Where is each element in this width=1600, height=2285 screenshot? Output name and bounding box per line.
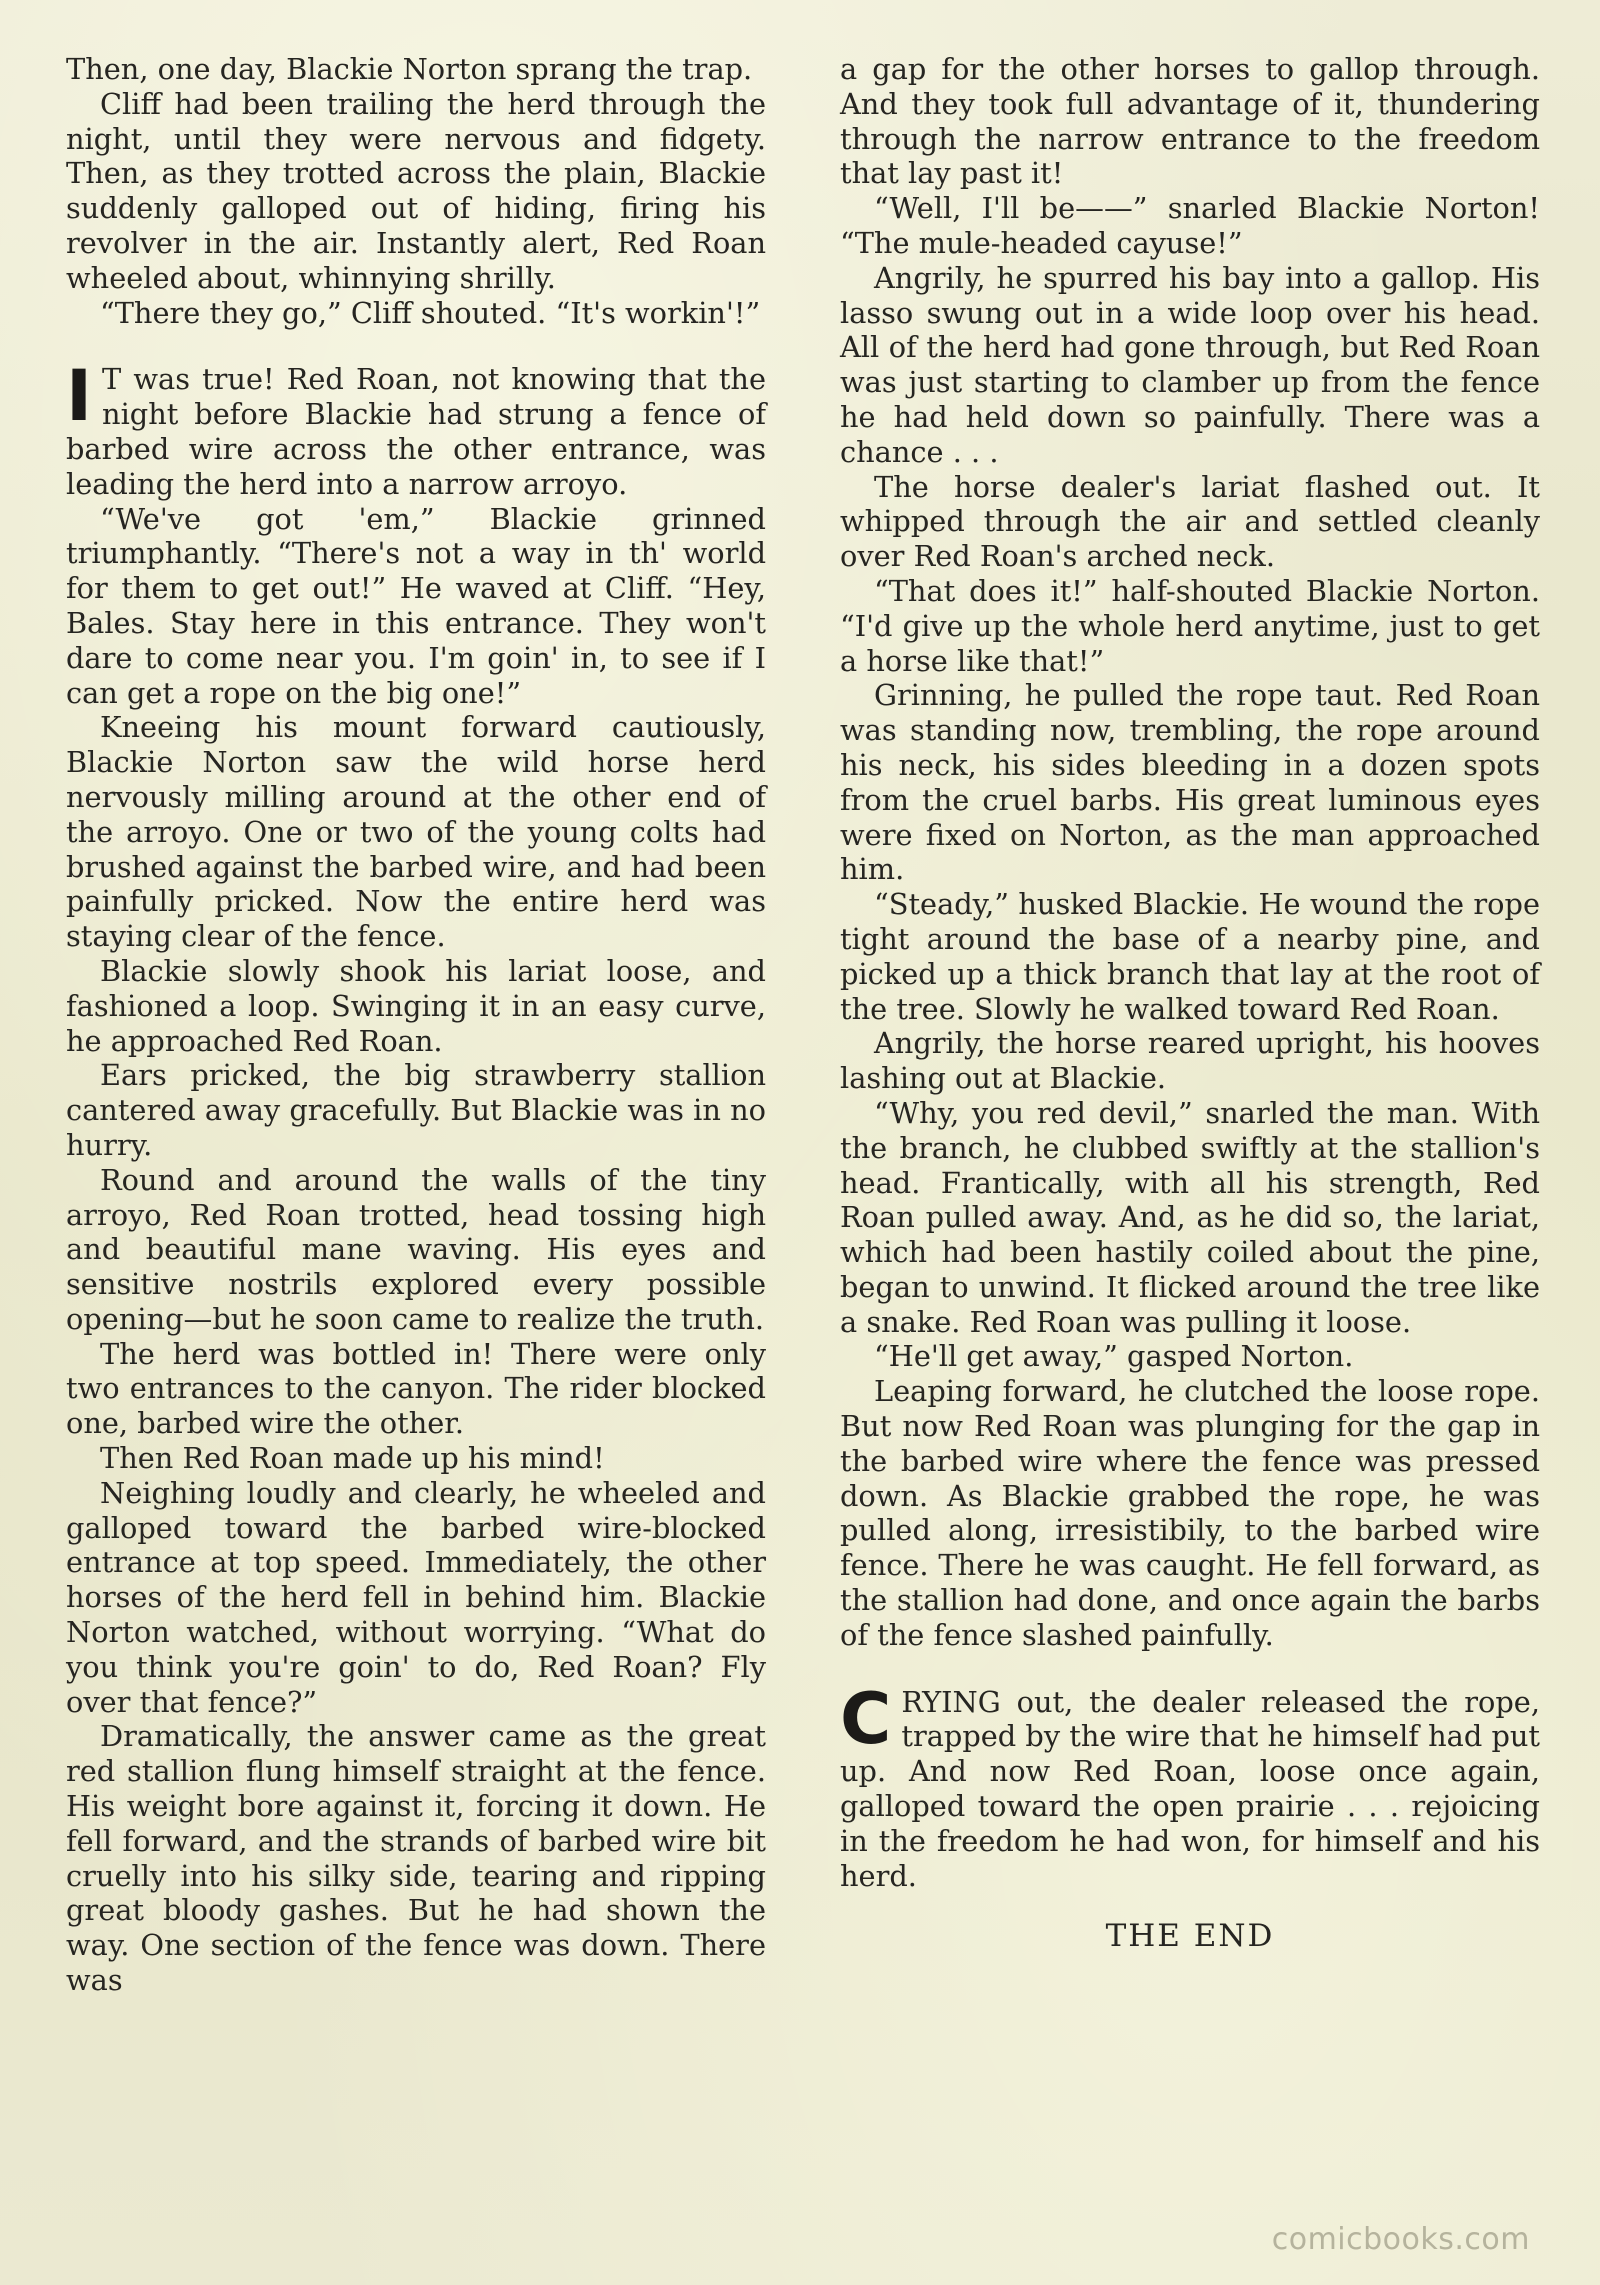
paragraph: “Well, I'll be——” snarled Blackie Norton! “The mule-headed cayuse!” [840, 191, 1540, 260]
paragraph: “Why, you red devil,” snarled the man. With the branch, he clubbed swiftly at the stallion's head. Frantically, with all his strength, Red Roan pulled away. And, as he did so, the lariat, which had been hastily coiled about the pine, began to unwind. It flicked around the tree like a snake. Red Roan was pulling it loose. [840, 1095, 1540, 1339]
the-end-label: THE END [1105, 1918, 1275, 1955]
paragraph: “We've got 'em,” Blackie grinned triumphantly. “There's not a way in th' world for them to get out!” He waved at Cliff. “Hey, Bales. Stay here in this entrance. They won't dare to come near you. I'm goin' in, to see if I can get a rope on the big one!” [66, 501, 766, 710]
paragraph: Dramatically, the answer came as the great red stallion flung himself straight at the fence. His weight bore against it, forcing it down. He fell forward, and the strands of barbed wire bit cruelly into his silky side, tearing and ripping great bloody gashes. But he had shown the way. One section of the fence was down. There was [66, 1719, 766, 1998]
dropcap-paragraph [840, 1677, 1540, 1894]
site-watermark: comicbooks.com [1271, 2222, 1530, 2257]
paragraph: Angrily, he spurred his bay into a gallop. His lasso swung out in a wide loop over his head. All of the herd had gone through, but Red Roan was just starting to clamber up from the fence he had held down so painfully. There was a chance . . . [840, 260, 1540, 469]
paragraph: “That does it!” half-shouted Blackie Norton. “I'd give up the whole herd anytime, just to get a horse like that!” [840, 573, 1540, 678]
dropcap-paragraph [66, 355, 766, 501]
paragraph: Grinning, he pulled the rope taut. Red Roan was standing now, trembling, the rope around his neck, his sides bleeding in a dozen spots from the cruel barbs. His great luminous eyes were fixed on Norton, as the man approached him. [840, 678, 1540, 887]
paragraph: Round and around the walls of the tiny arroyo, Red Roan trotted, head tossing high and beautiful mane waving. His eyes and sensitive nostrils explored every possible opening—but he soon came to realize the truth. [66, 1162, 766, 1336]
left-text-column [66, 52, 766, 1998]
paragraph: Cliff had been trailing the herd through the night, until they were nervous and fidgety. Then, as they trotted across the plain, Blackie suddenly galloped out of hiding, firing his revolver in the air. Instantly alert, Red Roan wheeled about, whinnying shrilly. [66, 86, 766, 295]
paragraph: The herd was bottled in! There were only two entrances to the canyon. The rider blocked one, barbed wire the other. [66, 1336, 766, 1441]
drop-cap-letter: I [66, 355, 93, 438]
paragraph: a gap for the other horses to gallop through. And they took full advantage of it, thundering through the narrow entrance to the freedom that lay past it! [840, 52, 1540, 191]
paragraph: The horse dealer's lariat flashed out. It whipped through the air and settled cleanly over Red Roan's arched neck. [840, 469, 1540, 574]
paragraph: “Steady,” husked Blackie. He wound the rope tight around the base of a nearby pine, and picked up a thick branch that lay at the root of the tree. Slowly he walked toward Red Roan. [840, 887, 1540, 1026]
paragraph: Ears pricked, the big strawberry stallion cantered away gracefully. But Blackie was in no hurry. [66, 1058, 766, 1162]
drop-cap-letter: C [840, 1677, 892, 1760]
paragraph-text: RYING out, the dealer released the rope, trapped by the wire that he himself had put up. And now Red Roan, loose once again, galloped toward the open prairie . . . rejoicing in the freedom he had won, for himself and his herd. [840, 1684, 1540, 1893]
paragraph: “There they go,” Cliff shouted. “It's workin'!” [100, 295, 761, 330]
paragraph: Then Red Roan made up his mind! [100, 1441, 605, 1476]
paragraph: Kneeing his mount forward cautiously, Blackie Norton saw the wild horse herd nervously milling around at the other end of the arroyo. One or two of the young colts had brushed against the barbed wire, and had been painfully pricked. Now the entire herd was staying clear of the fence. [66, 710, 766, 954]
paragraph: Angrily, the horse reared upright, his hooves lashing out at Blackie. [840, 1026, 1540, 1096]
paragraph: Neighing loudly and clearly, he wheeled and galloped toward the barbed wire-blocked entrance at top speed. Immediately, the other horses of the herd fell in behind him. Blackie Norton watched, without worrying. “What do you think you're goin' to do, Red Roan? Fly over that fence?” [66, 1475, 766, 1719]
paragraph: Leaping forward, he clutched the loose rope. But now Red Roan was plunging for the gap in the barbed wire where the fence was pressed down. As Blackie grabbed the rope, he was pulled along, irresistibily, to the barbed wire fence. There he was caught. He fell forward, as the stallion had done, and once again the barbs of the fence slashed painfully. [840, 1374, 1540, 1652]
paragraph: “He'll get away,” gasped Norton. [874, 1339, 1354, 1374]
paragraph-text: T was true! Red Roan, not knowing that the night before Blackie had strung a fence of barbed wire across the other entrance, was leading the herd into a narrow arroyo. [66, 362, 766, 501]
paragraph: Blackie slowly shook his lariat loose, and fashioned a loop. Swinging it in an easy curve, he approached Red Roan. [66, 953, 766, 1058]
right-text-column [840, 52, 1540, 1954]
paragraph: Then, one day, Blackie Norton sprang the trap. [66, 52, 753, 86]
